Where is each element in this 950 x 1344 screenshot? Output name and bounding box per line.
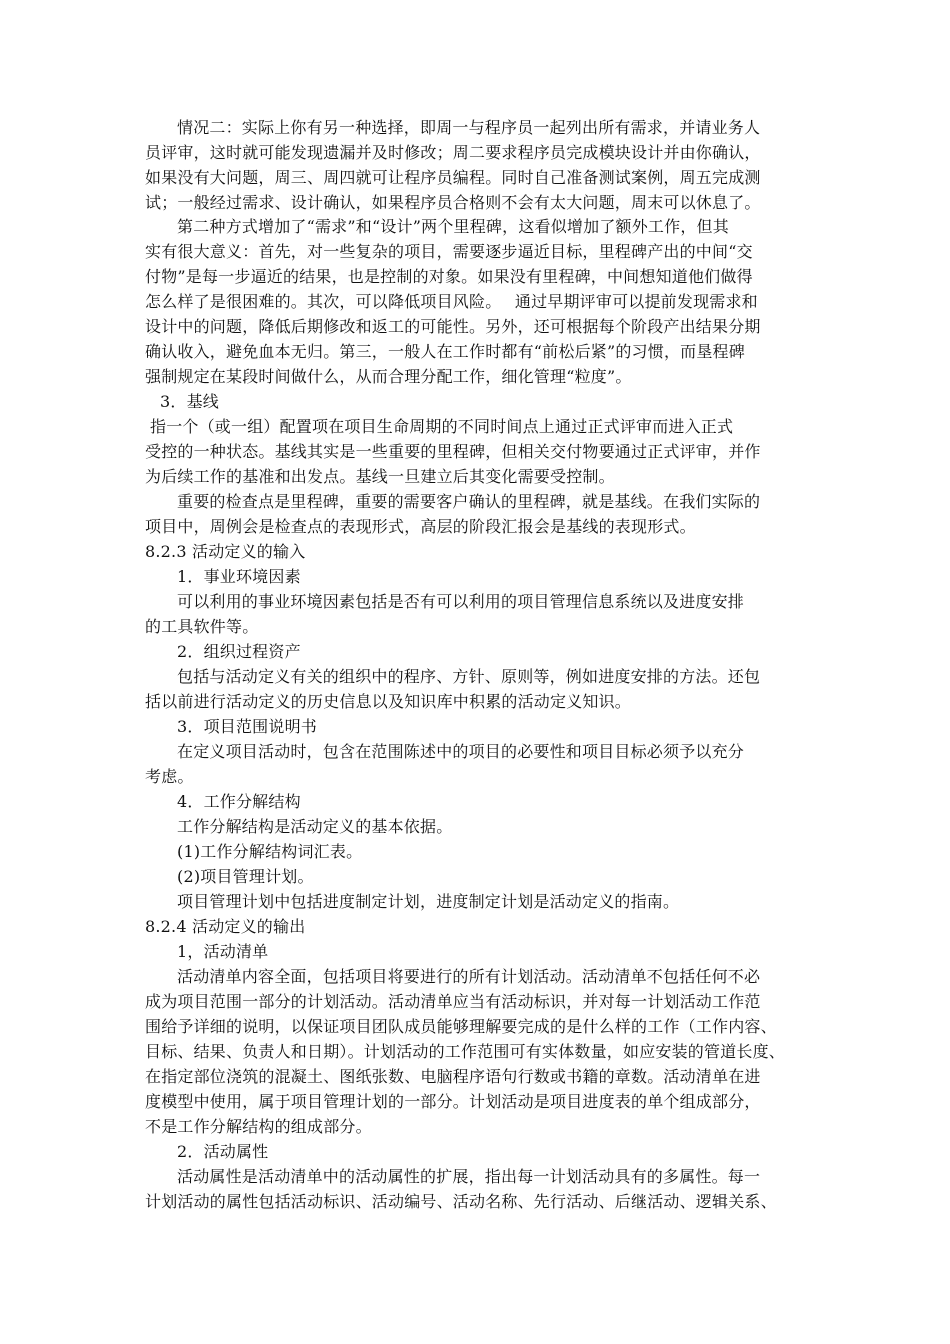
- text-line: 设计中的问题，降低后期修改和返工的可能性。另外，还可根据每个阶段产出结果分期: [145, 317, 761, 336]
- text-line: 活动属性是活动清单中的活动属性的扩展，指出每一计划活动具有的多属性。每一: [177, 1167, 761, 1186]
- text-line: 工作分解结构是活动定义的基本依据。: [177, 817, 453, 836]
- text-line: 成为项目范围一部分的计划活动。活动清单应当有活动标识，并对每一计划活动工作范: [145, 992, 761, 1011]
- text-line: 项目管理计划中包括进度制定计划，进度制定计划是活动定义的指南。: [177, 892, 680, 911]
- text-line: 情况二：实际上你有另一种选择，即周一与程序员一起列出所有需求，并请业务人: [177, 118, 761, 137]
- subsection-heading: 4．工作分解结构: [177, 792, 301, 811]
- text-line: 的工具软件等。: [145, 617, 259, 636]
- text-line: 如果没有大问题，周三、周四就可让程序员编程。同时自己准备测试案例，周五完成测: [145, 168, 761, 187]
- subsection-heading: 2．活动属性: [177, 1142, 269, 1161]
- text-line: 确认收入，避免血本无归。第三，一般人在工作时都有“前松后紧”的习惯，而垦程碑: [145, 342, 745, 361]
- text-line: 在指定部位浇筑的混凝土、图纸张数、电脑程序语句行数或书籍的章数。活动清单在进: [145, 1067, 761, 1086]
- section-heading: 3．基线: [160, 392, 219, 411]
- text-line: 可以利用的事业环境因素包括是否有可以利用的项目管理信息系统以及进度安排: [177, 592, 745, 611]
- text-line: 付物”是每一步逼近的结果，也是控制的对象。如果没有里程碑，中间想知道他们做得: [145, 267, 753, 286]
- text-line: 实有很大意义：首先，对一些复杂的项目，需要逐步逼近目标，里程碑产出的中间“交: [145, 242, 753, 261]
- subsection-heading: 1．事业环境因素: [177, 567, 301, 586]
- list-item: (1)工作分解结构词汇表。: [177, 842, 363, 861]
- subsection-heading: 1，活动清单: [177, 942, 269, 961]
- text-line: 目标、结果、负责人和日期）。计划活动的工作范围可有实体数量，如应安装的管道长度、: [145, 1042, 786, 1061]
- text-line: 不是工作分解结构的组成部分。: [145, 1117, 372, 1136]
- section-heading: 8.2.3 活动定义的输入: [145, 542, 306, 561]
- subsection-heading: 3．项目范围说明书: [177, 717, 317, 736]
- text-line: 在定义项目活动时，包含在范围陈述中的项目的必要性和项目目标必须予以充分: [177, 742, 745, 761]
- text-line: 第二种方式增加了“需求”和“设计”两个里程碑，这看似增加了额外工作，但其: [177, 217, 729, 236]
- text-line: 怎么样了是很困难的。其次，可以降低项目风险。 通过早期评审可以提前发现需求和: [145, 292, 758, 311]
- text-line: 强制规定在某段时间做什么，从而合理分配工作，细化管理“粒度”。: [145, 367, 632, 386]
- text-line: 指一个（或一组）配置项在项目生命周期的不同时间点上通过正式评审而进入正式: [150, 417, 734, 436]
- text-line: 括以前进行活动定义的历史信息以及知识库中积累的活动定义知识。: [145, 692, 632, 711]
- text-line: 活动清单内容全面，包括项目将要进行的所有计划活动。活动清单不包括任何不必: [177, 967, 761, 986]
- text-line: 包括与活动定义有关的组织中的程序、方针、原则等，例如进度安排的方法。还包: [177, 667, 761, 686]
- section-heading: 8.2.4 活动定义的输出: [145, 917, 306, 936]
- text-line: 度模型中使用，属于项目管理计划的一部分。计划活动是项目进度表的单个组成部分，: [145, 1092, 761, 1111]
- text-line: 围给予详细的说明，以保证项目团队成员能够理解要完成的是什么样的工作（工作内容、: [145, 1017, 777, 1036]
- text-line: 受控的一种状态。基线其实是一些重要的里程碑，但相关交付物要通过正式评审，并作: [145, 442, 761, 461]
- text-line: 考虑。: [145, 767, 194, 786]
- text-line: 重要的检查点是里程碑，重要的需要客户确认的里程碑，就是基线。在我们实际的: [177, 492, 761, 511]
- text-line: 计划活动的属性包括活动标识、活动编号、活动名称、先行活动、后继活动、逻辑关系、: [145, 1192, 777, 1211]
- text-line: 试；一般经过需求、设计确认，如果程序员合格则不会有太大问题，周末可以休息了。: [145, 193, 761, 212]
- text-line: 员评审，这时就可能发现遗漏并及时修改；周二要求程序员完成模块设计并由你确认，: [145, 143, 761, 162]
- text-line: 为后续工作的基准和出发点。基线一旦建立后其变化需要受控制。: [145, 467, 615, 486]
- list-item: (2)项目管理计划。: [177, 867, 314, 886]
- subsection-heading: 2．组织过程资产: [177, 642, 301, 661]
- text-line: 项目中，周例会是检查点的表现形式，高层的阶段汇报会是基线的表现形式。: [145, 517, 696, 536]
